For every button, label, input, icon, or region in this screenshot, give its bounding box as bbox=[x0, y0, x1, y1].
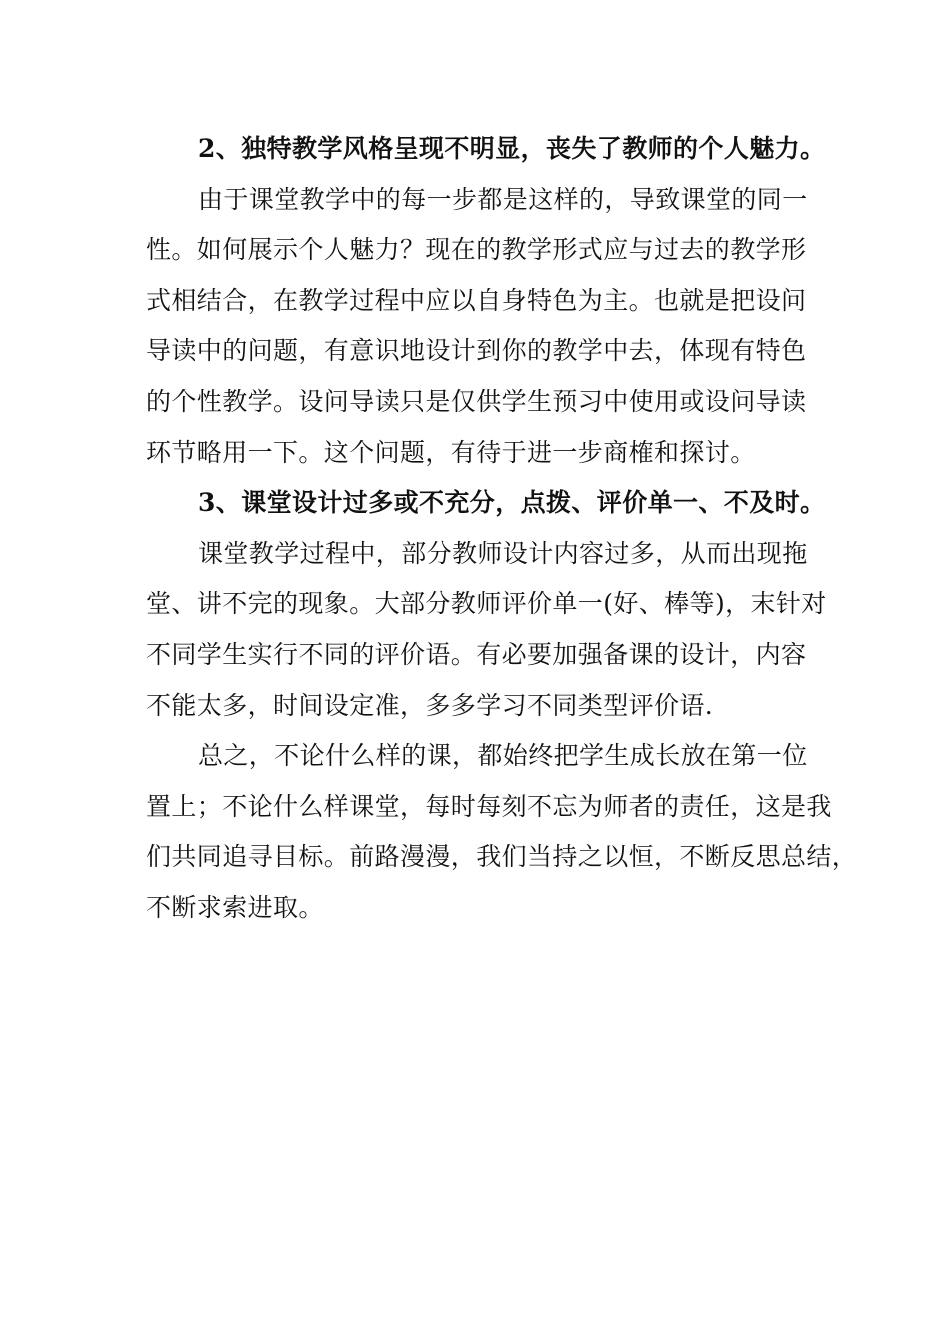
paragraph-line: 性。如何展示个人魅力？现在的教学形式应与过去的教学形 bbox=[146, 235, 807, 265]
paragraph-line: 式相结合，在教学过程中应以自身特色为主。也就是把设问 bbox=[146, 285, 807, 315]
conclusion-line: 们共同追寻目标。前路漫漫，我们当持之以恒，不断反思总结， bbox=[146, 842, 858, 872]
paragraph-line: 导读中的问题，有意识地设计到你的教学中去，体现有特色 bbox=[146, 336, 807, 366]
paragraph-line: 课堂教学过程中，部分教师设计内容过多，从而出现拖 bbox=[198, 538, 808, 568]
section-3-heading: 3、课堂设计过多或不充分，点拨、评价单一、不及时。 bbox=[198, 488, 826, 518]
paragraph-line: 环节略用一下。这个问题，有待于进一步商榷和探讨。 bbox=[146, 437, 756, 467]
conclusion-line: 不断求索进取。 bbox=[146, 892, 324, 922]
paragraph-line: 不能太多，时间设定准，多多学习不同类型评价语. bbox=[146, 690, 714, 720]
paragraph-line: 的个性教学。设问导读只是仅供学生预习中使用或设问导读 bbox=[146, 386, 807, 416]
paragraph-line: 不同学生实行不同的评价语。有必要加强备课的设计，内容 bbox=[146, 639, 807, 669]
document-body bbox=[146, 124, 858, 934]
conclusion-line: 置上；不论什么样课堂，每时每刻不忘为师者的责任，这是我 bbox=[146, 791, 832, 821]
section-2-heading: 2、独特教学风格呈现不明显，丧失了教师的个人魅力。 bbox=[198, 134, 826, 163]
conclusion-line: 总之，不论什么样的课，都始终把学生成长放在第一位 bbox=[198, 741, 808, 771]
paragraph-line: 由于课堂教学中的每一步都是这样的，导致课堂的同一 bbox=[198, 184, 808, 214]
paragraph-line: 堂、讲不完的现象。大部分教师评价单一(好、棒等)，末针对 bbox=[146, 589, 827, 619]
